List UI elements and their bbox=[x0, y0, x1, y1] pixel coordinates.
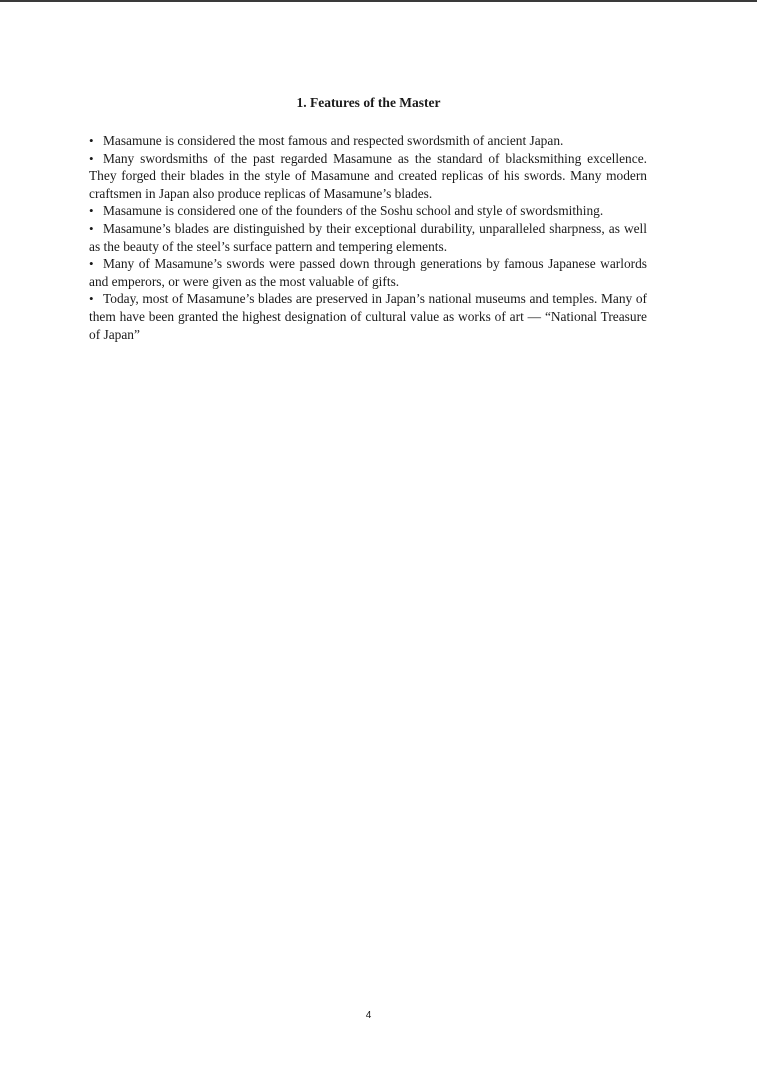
bullet-paragraph bbox=[89, 202, 647, 220]
paragraph-text: Masamune’s blades are distinguished by their exceptional durability, unparalleled sharpness, as well as the beauty of the steel’s surface pattern and tempering elements. bbox=[89, 220, 647, 254]
page-number: 4 bbox=[365, 1010, 372, 1021]
paragraph-text: Many of Masamune’s swords were passed down through generations by famous Japanese warlords and emperors, or were given as the most valuable of gifts. bbox=[89, 256, 647, 289]
bullet-icon: • bbox=[89, 133, 94, 148]
bullet-paragraph bbox=[89, 220, 647, 255]
paragraph-text: Many swordsmiths of the past regarded Masamune as the standard of blacksmithing excellence. They forged their blades in the style of Masamune and created replicas of his swords. Many modern craftsmen in Japan also produce replicas of Masamune’s blades. bbox=[89, 150, 647, 201]
paragraph-text: Today, most of Masamune’s blades are preserved in Japan’s national museums and temples. Many of them have been granted the highest designation of cultural value as works of art — “National Treasure of Japan” bbox=[89, 291, 647, 342]
paragraph-text: Masamune is considered the most famous and respected swordsmith of ancient Japan. bbox=[103, 133, 564, 148]
bullet-icon: • bbox=[89, 291, 94, 307]
paragraph-text: Masamune is considered one of the founders of the Soshu school and style of swordsmithing. bbox=[103, 203, 604, 219]
bullet-paragraph bbox=[89, 150, 647, 203]
bullet-paragraph bbox=[89, 132, 647, 150]
section-heading: 1. Features of the Master bbox=[296, 95, 441, 110]
bullet-paragraph bbox=[89, 290, 647, 343]
bullet-icon: • bbox=[89, 150, 94, 166]
bullet-paragraph bbox=[89, 255, 647, 290]
bullet-list bbox=[89, 132, 647, 343]
bullet-icon: • bbox=[89, 203, 94, 219]
bullet-icon: • bbox=[89, 256, 94, 272]
bullet-icon: • bbox=[89, 220, 94, 236]
